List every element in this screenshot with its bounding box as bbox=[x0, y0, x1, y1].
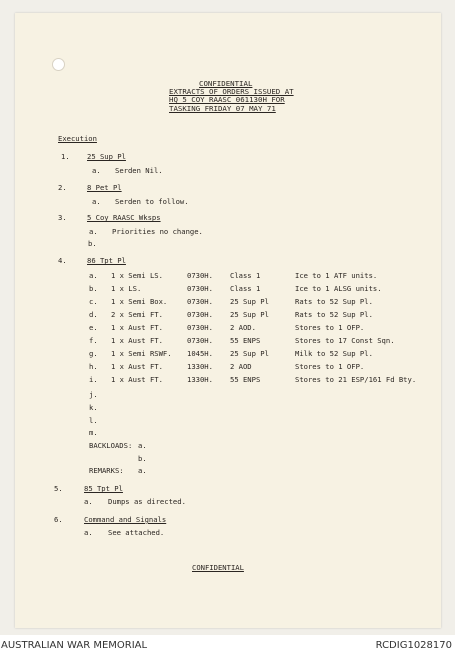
task-row-letter: h. bbox=[89, 362, 98, 371]
section-6-title: Command and Signals bbox=[84, 515, 167, 524]
blank-item-letter: l. bbox=[89, 416, 98, 425]
task-row-time: 0730H. bbox=[187, 323, 213, 332]
blank-item-letter: k. bbox=[89, 403, 98, 412]
section-3-number: 3. bbox=[58, 213, 67, 222]
task-row-letter: i. bbox=[89, 375, 98, 384]
task-row-detail: Stores to 1 OFP. bbox=[295, 362, 365, 371]
task-row-time: 0730H. bbox=[187, 271, 213, 280]
task-row-letter: c. bbox=[89, 297, 98, 306]
task-row-unit: 25 Sup Pl bbox=[230, 297, 269, 306]
task-row-detail: Ice to 1 ATF units. bbox=[295, 271, 378, 280]
task-row-unit: 55 ENPS bbox=[230, 375, 261, 384]
task-row-time: 1330H. bbox=[187, 375, 213, 384]
section-2-number: 2. bbox=[58, 183, 67, 192]
task-row-detail: Stores to 1 OFP. bbox=[295, 323, 365, 332]
task-row-detail: Milk to 52 Sup Pl. bbox=[295, 349, 373, 358]
section-6-item-letter: a. bbox=[84, 528, 93, 537]
section-5-item-text: Dumps as directed. bbox=[108, 497, 186, 506]
task-row-unit: Class 1 bbox=[230, 271, 261, 280]
task-row-time: 1045H. bbox=[187, 349, 213, 358]
task-row-unit: 2 AOD bbox=[230, 362, 252, 371]
task-row-vehicle: 1 x Semi RSWF. bbox=[111, 349, 172, 358]
remarks-item-a: a. bbox=[138, 466, 147, 475]
task-row-detail: Stores to 21 ESP/161 Fd Bty. bbox=[295, 375, 417, 384]
header-line-3: HQ 5 COY RAASC 061130H FOR bbox=[169, 95, 285, 104]
task-row-letter: d. bbox=[89, 310, 98, 319]
blank-item-letter: j. bbox=[89, 390, 98, 399]
backloads-label: BACKLOADS: bbox=[89, 441, 133, 450]
section-1-item-text: Serden Nil. bbox=[115, 166, 163, 175]
task-row-time: 0730H. bbox=[187, 297, 213, 306]
section-1-number: 1. bbox=[61, 152, 70, 161]
archive-reference: RCDIG1028170 bbox=[375, 640, 452, 651]
blank-item-letter: m. bbox=[89, 428, 98, 437]
section-4-title: 86 Tpt Pl bbox=[87, 256, 126, 265]
task-row-letter: g. bbox=[89, 349, 98, 358]
section-3-item-a-text: Priorities no change. bbox=[112, 227, 203, 236]
task-row-time: 0730H. bbox=[187, 336, 213, 345]
task-row-letter: e. bbox=[89, 323, 98, 332]
punch-hole bbox=[52, 58, 65, 71]
task-row-vehicle: 1 x LS. bbox=[111, 284, 142, 293]
section-5-title: 85 Tpt Pl bbox=[84, 484, 123, 493]
section-5-number: 5. bbox=[54, 484, 63, 493]
task-row-vehicle: 1 x Semi Box. bbox=[111, 297, 168, 306]
execution-heading: Execution bbox=[58, 134, 97, 143]
header-line-4: TASKING FRIDAY 07 MAY 71 bbox=[169, 104, 276, 113]
section-5-item-letter: a. bbox=[84, 497, 93, 506]
header-line-2: EXTRACTS OF ORDERS ISSUED AT bbox=[169, 87, 294, 96]
task-row-vehicle: 1 x Aust FT. bbox=[111, 336, 163, 345]
section-3-item-a-letter: a. bbox=[89, 227, 98, 236]
backloads-item-a: a. bbox=[138, 441, 147, 450]
task-row-time: 1330H. bbox=[187, 362, 213, 371]
task-row-detail: Rats to 52 Sup Pl. bbox=[295, 297, 373, 306]
task-row-vehicle: 1 x Aust FT. bbox=[111, 323, 163, 332]
task-row-unit: 2 AOD. bbox=[230, 323, 256, 332]
task-row-detail: Rats to 52 Sup Pl. bbox=[295, 310, 373, 319]
task-row-unit: 55 ENPS bbox=[230, 336, 261, 345]
task-row-vehicle: 1 x Aust FT. bbox=[111, 375, 163, 384]
task-row-time: 0730H. bbox=[187, 310, 213, 319]
task-row-detail: Stores to 17 Const Sqn. bbox=[295, 336, 395, 345]
task-row-letter: f. bbox=[89, 336, 98, 345]
backloads-item-b: b. bbox=[138, 454, 147, 463]
task-row-unit: 25 Sup Pl bbox=[230, 349, 269, 358]
task-row-time: 0730H. bbox=[187, 284, 213, 293]
archive-name: AUSTRALIAN WAR MEMORIAL bbox=[1, 640, 148, 651]
section-3-title: 5 Coy RAASC Wksps bbox=[87, 213, 161, 222]
section-1-item-letter: a. bbox=[92, 166, 101, 175]
section-2-item-letter: a. bbox=[92, 197, 101, 206]
remarks-label: REMARKS: bbox=[89, 466, 124, 475]
task-row-vehicle: 1 x Aust FT. bbox=[111, 362, 163, 371]
task-row-letter: a. bbox=[89, 271, 98, 280]
task-row-letter: b. bbox=[89, 284, 98, 293]
section-2-item-text: Serden to follow. bbox=[115, 197, 189, 206]
task-row-vehicle: 1 x Semi LS. bbox=[111, 271, 163, 280]
section-2-title: 8 Pet Pl bbox=[87, 183, 122, 192]
section-6-item-text: See attached. bbox=[108, 528, 165, 537]
section-1-title: 25 Sup Pl bbox=[87, 152, 126, 161]
task-row-vehicle: 2 x Semi FT. bbox=[111, 310, 163, 319]
section-4-number: 4. bbox=[58, 256, 67, 265]
header-classification: CONFIDENTIAL bbox=[199, 79, 253, 88]
task-row-unit: 25 Sup Pl bbox=[230, 310, 269, 319]
task-row-unit: Class 1 bbox=[230, 284, 261, 293]
task-row-detail: Ice to 1 ALSG units. bbox=[295, 284, 382, 293]
archive-footer bbox=[0, 637, 455, 653]
footer-classification: CONFIDENTIAL bbox=[192, 563, 244, 572]
section-6-number: 6. bbox=[54, 515, 63, 524]
section-3-item-b-letter: b. bbox=[88, 239, 97, 248]
